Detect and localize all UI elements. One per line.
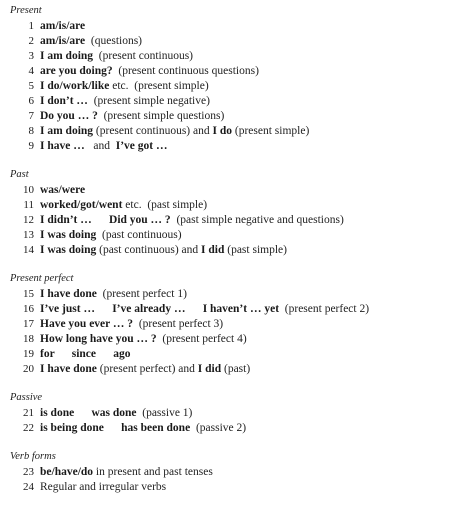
unit-title [40, 64, 259, 79]
unit-title-note: (present continuous questions) [112, 65, 259, 77]
section-present [10, 4, 446, 154]
unit-title-bold-text: I don’t … [40, 95, 88, 107]
unit-row[interactable] [10, 213, 446, 228]
unit-title-bold-text: I have done [40, 363, 97, 375]
section-passive [10, 391, 446, 436]
unit-title-note: (present perfect) and [96, 363, 198, 375]
unit-title-bold-text: I am doing [40, 125, 94, 137]
section-heading: Passive [10, 392, 43, 403]
section-heading: Present perfect [10, 273, 74, 284]
unit-title-note: (past simple) [224, 244, 287, 256]
unit-title [40, 406, 192, 421]
unit-title [40, 213, 344, 228]
unit-row[interactable] [10, 79, 446, 94]
unit-title-bold-text: I do/work/like [40, 80, 110, 92]
unit-title-note: (past simple negative and questions) [170, 214, 344, 226]
unit-row[interactable] [10, 406, 446, 421]
unit-number: 3 [28, 50, 34, 62]
unit-title [40, 228, 182, 243]
unit-title-note: (present perfect 2) [279, 303, 370, 315]
unit-title [40, 198, 207, 213]
unit-row[interactable] [10, 317, 446, 332]
section-past [10, 168, 446, 258]
unit-title [40, 79, 209, 94]
unit-number: 6 [28, 95, 34, 107]
unit-number: 19 [23, 348, 34, 360]
unit-number: 12 [23, 214, 34, 226]
unit-row[interactable] [10, 49, 446, 64]
unit-title-bold-text: I did [201, 244, 225, 256]
unit-title [40, 347, 131, 362]
unit-row[interactable] [10, 183, 446, 198]
section-heading: Verb forms [10, 451, 56, 462]
unit-title-bold-text: am/is/are [40, 20, 86, 32]
unit-number: 8 [28, 125, 34, 137]
unit-title-bold-text: be/have/do [40, 466, 94, 478]
unit-title [40, 183, 85, 198]
unit-row[interactable] [10, 480, 446, 495]
unit-title [40, 139, 167, 154]
unit-number: 1 [28, 20, 34, 32]
unit-title-note: Regular and irregular verbs [40, 481, 167, 493]
unit-title-bold-text: I am doing [40, 50, 94, 62]
unit-title-bold-text: I didn’t … Did you … ? [40, 214, 171, 226]
unit-title-note: (present perfect 4) [156, 333, 247, 345]
unit-number: 11 [23, 199, 34, 211]
unit-row[interactable] [10, 243, 446, 258]
unit-number: 4 [28, 65, 34, 77]
unit-title [40, 94, 210, 109]
section-verb-forms [10, 450, 446, 495]
unit-title-note: in present and past tenses [93, 466, 213, 478]
unit-number: 17 [23, 318, 34, 330]
unit-title [40, 465, 213, 480]
contents-page [10, 4, 446, 509]
unit-row[interactable] [10, 94, 446, 109]
unit-row[interactable] [10, 302, 446, 317]
unit-title-note: (past) [221, 363, 251, 375]
unit-title-bold-text: I do [212, 125, 232, 137]
unit-title [40, 34, 142, 49]
unit-row[interactable] [10, 34, 446, 49]
unit-number: 24 [23, 481, 34, 493]
unit-row[interactable] [10, 198, 446, 213]
unit-title-note: etc. (past simple) [122, 199, 208, 211]
unit-number: 2 [28, 35, 34, 47]
unit-title [40, 287, 187, 302]
unit-row[interactable] [10, 64, 446, 79]
unit-title-bold-text: How long have you … ? [40, 333, 157, 345]
unit-number: 7 [28, 110, 34, 122]
unit-row[interactable] [10, 139, 446, 154]
unit-title-bold-text: is being done has been done [40, 422, 191, 434]
unit-number: 10 [23, 184, 34, 196]
unit-number: 13 [23, 229, 34, 241]
unit-title-bold-text: was/were [40, 184, 86, 196]
unit-title-bold-text: I’ve just … I’ve already … I haven’t … yet [40, 303, 280, 315]
unit-row[interactable] [10, 287, 446, 302]
section-heading: Past [10, 169, 29, 180]
unit-row[interactable] [10, 124, 446, 139]
unit-title-bold-text: I’ve got … [115, 140, 168, 152]
unit-title-note: (passive 2) [190, 422, 247, 434]
unit-title-note: (questions) [85, 35, 143, 47]
unit-row[interactable] [10, 362, 446, 377]
unit-title-note: (present continuous) and [93, 125, 213, 137]
unit-row[interactable] [10, 19, 446, 34]
unit-title-note: (present simple) [232, 125, 310, 137]
unit-row[interactable] [10, 109, 446, 124]
unit-title [40, 124, 309, 139]
unit-title-bold-text: am/is/are [40, 35, 86, 47]
unit-row[interactable] [10, 228, 446, 243]
unit-number: 5 [28, 80, 34, 92]
unit-title [40, 109, 224, 124]
unit-title [40, 19, 85, 34]
unit-row[interactable] [10, 347, 446, 362]
unit-title [40, 362, 250, 377]
unit-title [40, 302, 369, 317]
unit-row[interactable] [10, 421, 446, 436]
unit-title-note: (present perfect 3) [133, 318, 224, 330]
unit-title-note: (present simple negative) [87, 95, 210, 107]
unit-title-note: etc. (present simple) [109, 80, 209, 92]
section-heading: Present [10, 5, 42, 16]
unit-title-note: and [84, 140, 116, 152]
unit-title-bold-text: Have you ever … ? [40, 318, 134, 330]
unit-title-bold-text: are you doing? [40, 65, 113, 77]
unit-number: 18 [23, 333, 34, 345]
unit-number: 16 [23, 303, 34, 315]
unit-title-bold-text: I have done [40, 288, 97, 300]
unit-title [40, 317, 223, 332]
unit-number: 14 [23, 244, 34, 256]
unit-title-note: (present perfect 1) [96, 288, 187, 300]
unit-title-note: (present continuous) [93, 50, 194, 62]
unit-title-bold-text: I did [197, 363, 222, 375]
unit-title-bold-text: worked/got/went [40, 199, 123, 211]
unit-title-note: (past continuous) [96, 229, 182, 241]
section-present-perfect [10, 272, 446, 377]
unit-title [40, 243, 287, 258]
unit-number: 15 [23, 288, 34, 300]
unit-title-note: (past continuous) and [96, 244, 202, 256]
unit-title-bold-text: Do you … ? [40, 110, 98, 122]
unit-row[interactable] [10, 332, 446, 347]
unit-title-bold-text: I was doing [40, 229, 97, 241]
unit-title-bold-text: for since ago [40, 348, 131, 360]
unit-title-bold-text: I was doing [40, 244, 97, 256]
unit-number: 23 [23, 466, 34, 478]
unit-number: 22 [23, 422, 34, 434]
unit-number: 9 [28, 140, 34, 152]
unit-row[interactable] [10, 465, 446, 480]
unit-title [40, 480, 166, 495]
unit-title-note: (present simple questions) [97, 110, 225, 122]
unit-title-bold-text: is done was done [40, 407, 137, 419]
unit-title [40, 49, 193, 64]
unit-number: 21 [23, 407, 34, 419]
unit-number: 20 [23, 363, 34, 375]
unit-title-bold-text: I have … [40, 140, 85, 152]
unit-title-note: (passive 1) [136, 407, 193, 419]
unit-title [40, 332, 247, 347]
unit-title [40, 421, 246, 436]
